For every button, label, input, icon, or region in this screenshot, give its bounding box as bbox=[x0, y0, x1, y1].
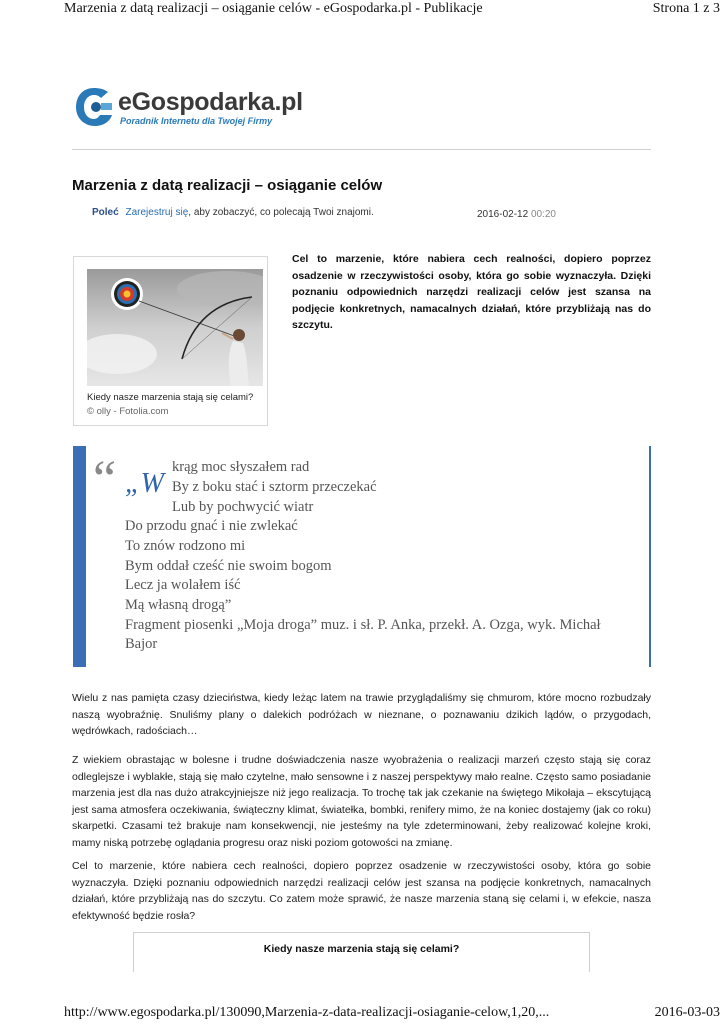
figure-credit: © olly - Fotolia.com bbox=[87, 406, 169, 417]
print-header bbox=[0, 0, 724, 22]
quote-line: To znów rodzono mi bbox=[125, 538, 246, 554]
quote-line: Mą własną drogą” bbox=[125, 597, 232, 613]
quote-line: By z boku stać i sztorm przeczekać bbox=[172, 479, 377, 495]
quote-line: Bym oddał cześć nie swoim bogom bbox=[125, 558, 332, 574]
article-paragraph: Wielu z nas pamięta czasy dzieciństwa, kiedy leżąc latem na trawie przyglądaliśmy się chmurom, które mocno rozbudzały naszą wyobraźnię. Snuliśmy plany o dalekich podróżach w nieznane, o poznawaniu dzikich lądów, o przygodach, wędrówkach, radościach… bbox=[72, 692, 651, 737]
publication-date bbox=[477, 209, 556, 220]
site-logo[interactable] bbox=[74, 86, 314, 132]
quote-dropcap: „W bbox=[125, 468, 164, 499]
share-bar bbox=[92, 207, 374, 218]
header-divider bbox=[72, 149, 651, 150]
article-paragraph: Cel to marzenie, które nabiera cech realności, dopiero poprzez osadzenie w rzeczywistości osoby, która go sobie wyznaczyła. Dzięki poznaniu odpowiednich narzędzi realizacji celów jest szansa na podjęcie konkretnych, namacalnych działań, które przybliżają nas do szczytu. Co zatem może sprawić, że nasze marzenia staną się celami i, w efekcie, nasza efektywność będzie rosła? bbox=[72, 860, 651, 922]
print-page-title: Marzenia z datą realizacji – osiąganie celów - eGospodarka.pl - Publikacje bbox=[64, 1, 483, 16]
print-url: http://www.egospodarka.pl/130090,Marzenia-z-data-realizacji-osiaganie-celow,1,20,... bbox=[64, 1005, 550, 1020]
article-figure bbox=[73, 256, 268, 426]
quote-line: Do przodu gnać i nie zwlekać bbox=[125, 518, 298, 534]
publication-time: 00:20 bbox=[530, 209, 556, 220]
publication-date-day: 2016-02-12 bbox=[477, 209, 529, 220]
logo-tagline: Poradnik Internetu dla Twojej Firmy bbox=[120, 116, 273, 126]
quote-line: krąg moc słyszałem rad bbox=[172, 459, 310, 475]
article-title: Marzenia z datą realizacji – osiąganie celów bbox=[72, 177, 383, 194]
quote-mark-icon: “ bbox=[93, 451, 117, 508]
article-paragraph: Z wiekiem obrastając w bolesne i trudne doświadczenia nasze wyobrażenia o realizacji marzeń często stają się coraz odleglejsze i wyblakłe, stają się mało czytelne, mało sensowne i z naszej perspektywy mało realne. Często samo posiadanie marzenia jest dla nas dużo atrakcyjniejsze niż jego realizacja. To trochę tak jak czekanie na świętego Mikołaja – ekscytującą jest sama atmosfera oczekiwania, świąteczny klimat, światełka, bombki, renifery mimo, że na koniec dostajemy (jak co roku) skarpetki. Czasami też brakuje nam konsekwencji, nie jesteśmy na tyle zdeterminowani, żeby realizować kolejne kroki, mamy niską potrzebę oglądania progresu oraz niski poziom gotowości na zmianę. bbox=[72, 754, 651, 849]
quote-line: Lecz ja wolałem iść bbox=[125, 577, 241, 593]
section-box bbox=[133, 932, 590, 972]
egospodarka-logo-icon bbox=[74, 86, 114, 128]
quote-attribution: Bajor bbox=[125, 636, 158, 652]
quote-border-right bbox=[649, 446, 651, 667]
print-date: 2016-03-03 bbox=[654, 1005, 720, 1020]
quote-line: Lub by pochwycić wiatr bbox=[172, 499, 314, 515]
quote-attribution: Fragment piosenki „Moja droga” muz. i sł. P. Anka, przekł. A. Ozga, wyk. Michał bbox=[125, 617, 601, 633]
section-heading: Kiedy nasze marzenia stają się celami? bbox=[263, 943, 460, 955]
print-page-number: Strona 1 z 3 bbox=[652, 1, 720, 16]
figure-caption: Kiedy nasze marzenia stają się celami? bbox=[87, 392, 254, 403]
quote-accent-bar bbox=[73, 446, 86, 667]
logo-name: eGospodarka.pl bbox=[118, 88, 303, 116]
article-lead: Cel to marzenie, które nabiera cech realności, dopiero poprzez osadzenie w rzeczywistości osoby, która go sobie wyznaczyła. Dzięki poznaniu odpowiednich narzędzi realizacji celów jest szansa na podjęcie konkretnych, namacalnych działań, które przybliżają nas do szczytu. bbox=[292, 253, 651, 331]
recommend-button[interactable]: Poleć bbox=[92, 207, 119, 218]
register-link[interactable]: Zarejestruj się bbox=[125, 207, 189, 218]
archer-target-photo bbox=[87, 269, 263, 386]
print-footer bbox=[0, 1003, 724, 1024]
song-quote bbox=[73, 446, 651, 667]
share-text: , aby zobaczyć, co polecają Twoi znajomi. bbox=[188, 207, 374, 218]
